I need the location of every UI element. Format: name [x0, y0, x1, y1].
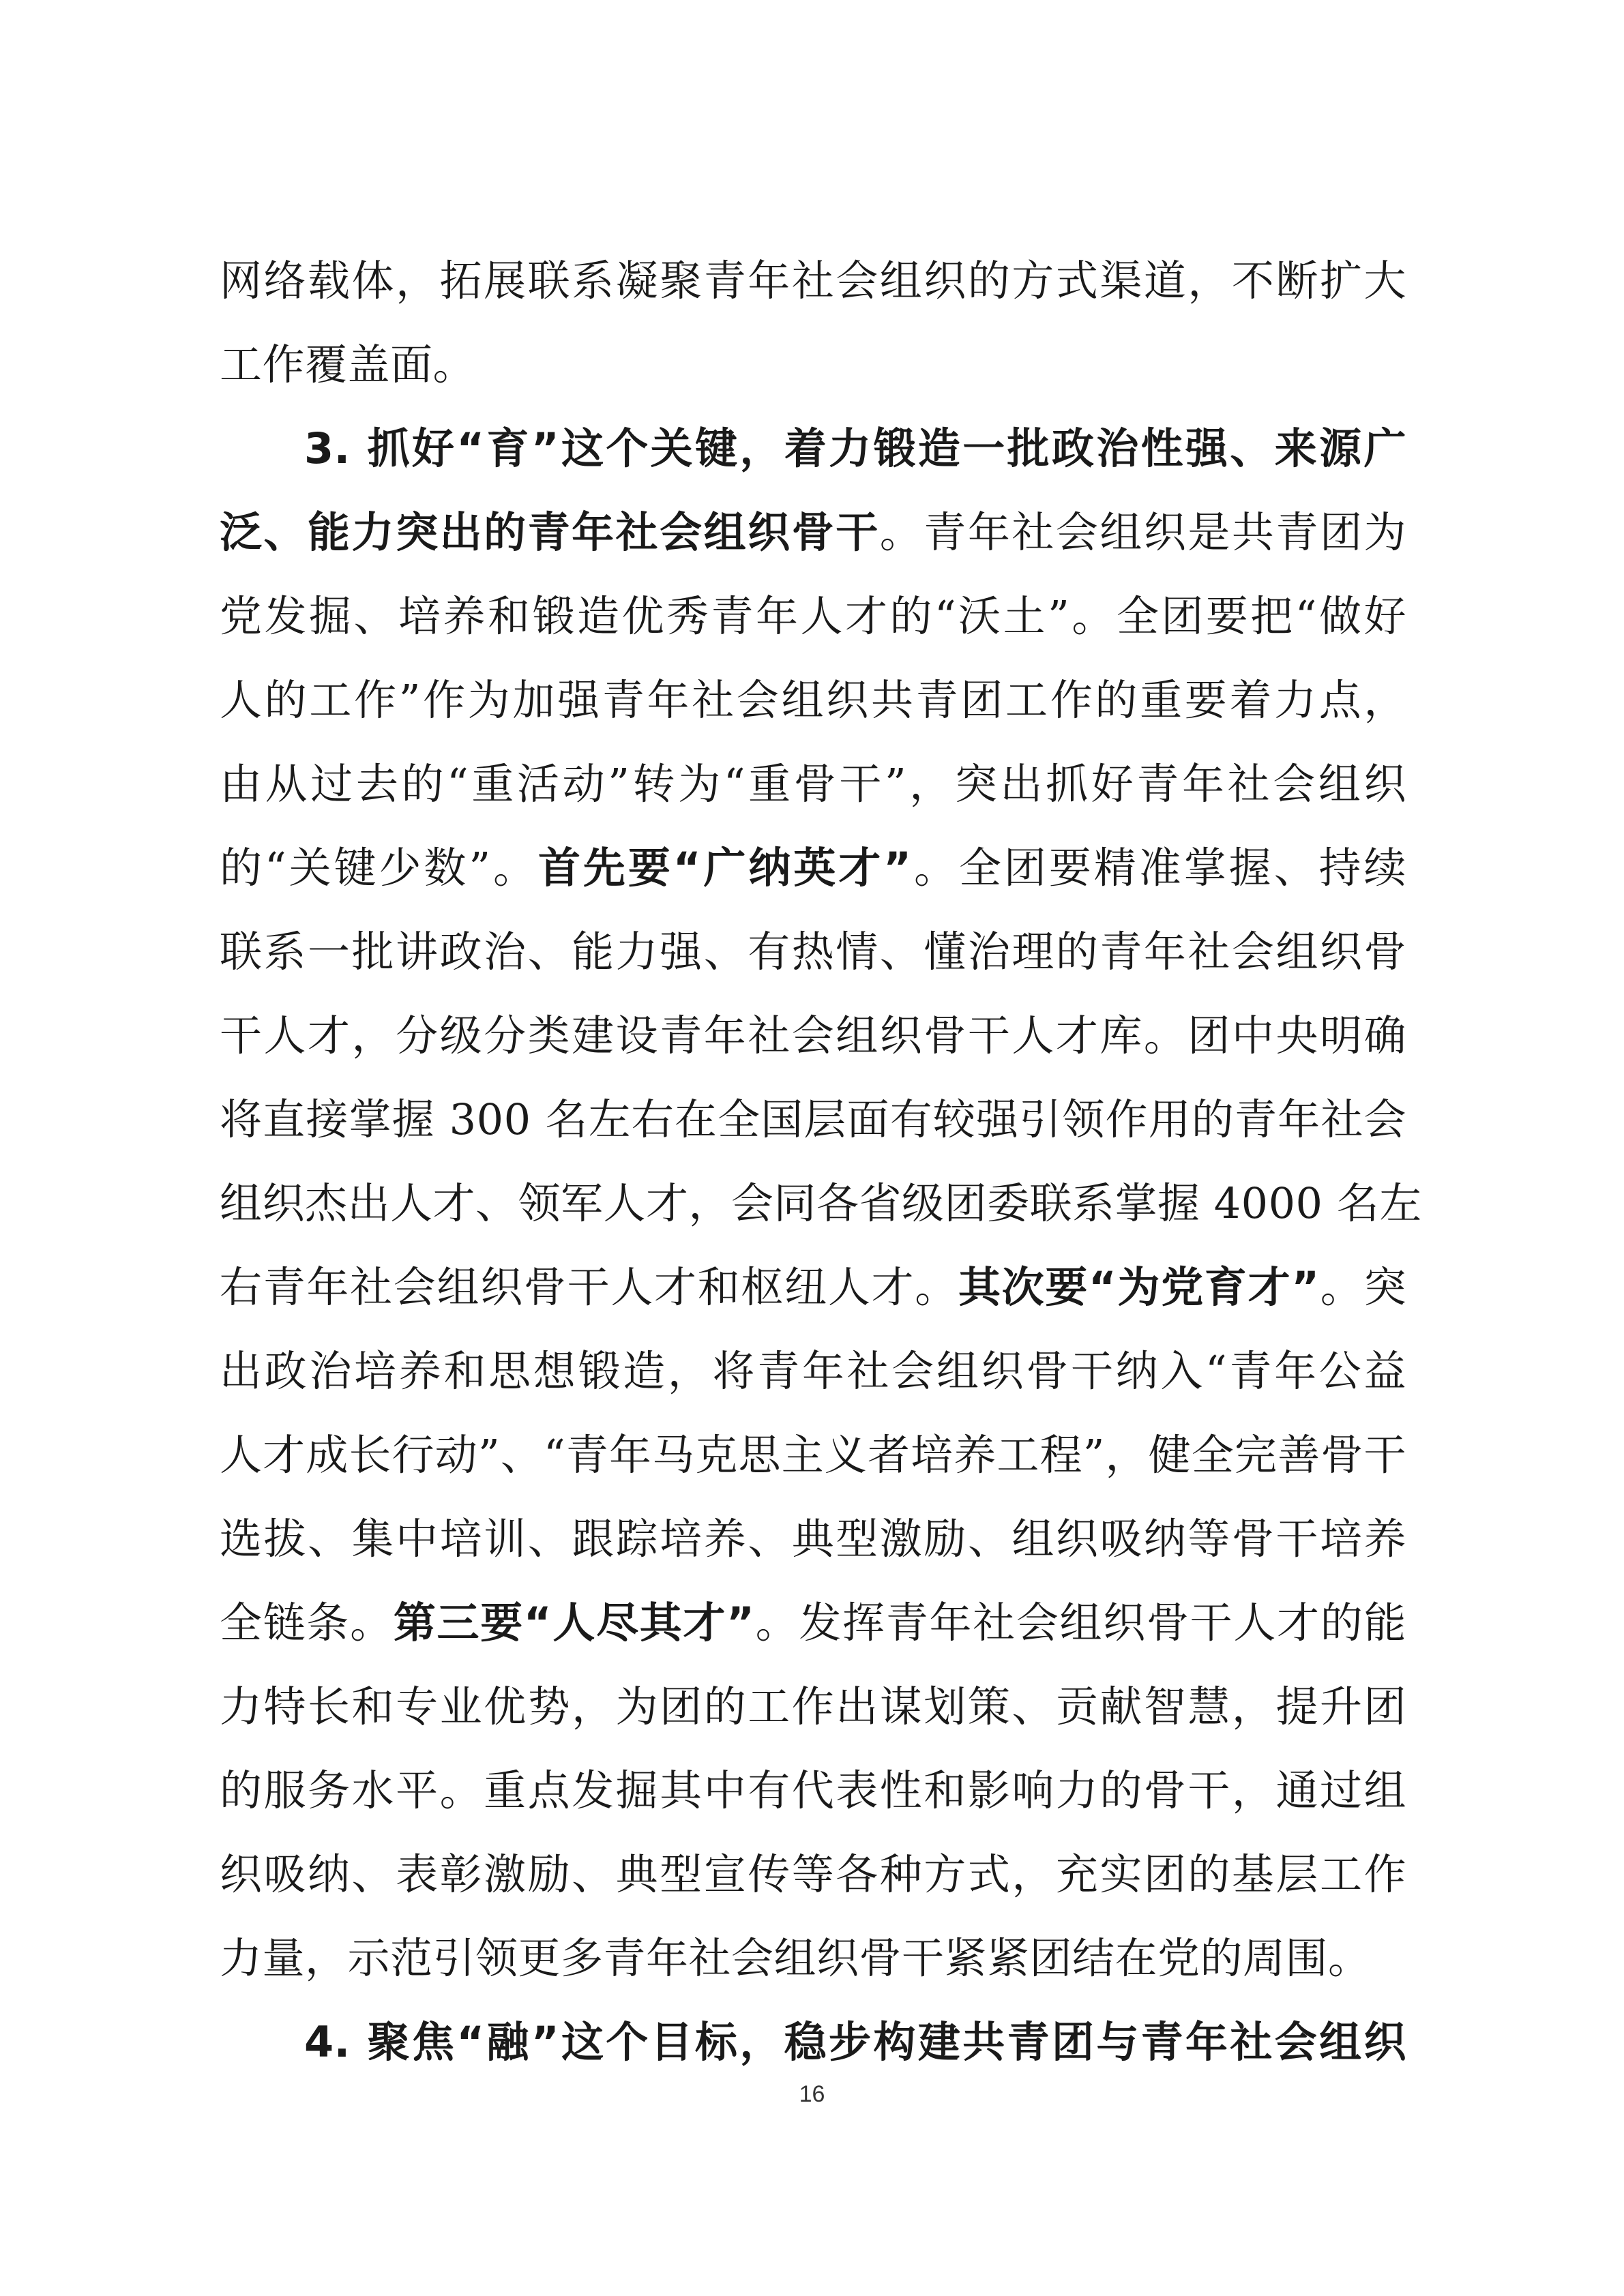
text-segment: 出政治培养和思想锻造，将青年社会组织骨干纳入“青年公益 [220, 1346, 1406, 1396]
bold-text-segment: 首先要“广纳英才” [537, 843, 912, 893]
text-segment: 。发挥青年社会组织骨干人才的能 [754, 1598, 1406, 1648]
text-line [220, 663, 1406, 738]
text-line [220, 1837, 1406, 1912]
text-segment: 人的工作”作为加强青年社会组织共青团工作的重要着力点， [220, 675, 1406, 725]
text-line [220, 831, 1406, 906]
text-segment: 力特长和专业优势，为团的工作出谋划策、贡献智慧，提升团 [220, 1682, 1406, 1731]
text-segment: 的“关键少数”。 [220, 843, 538, 893]
bold-text-segment: 4. 聚焦“融”这个目标，稳步构建共青团与青年社会组织 [304, 2017, 1406, 2067]
text-line [220, 579, 1406, 654]
text-segment: 全链条。 [220, 1598, 394, 1648]
text-segment: 组织杰出人才、领军人才，会同各省级团委联系掌握 4000 名左 [220, 1178, 1422, 1228]
text-segment: 干人才，分级分类建设青年社会组织骨干人才库。团中央明确 [220, 1011, 1406, 1060]
text-line [220, 1585, 1406, 1660]
text-segment: 由从过去的“重活动”转为“重骨干”，突出抓好青年社会组织 [220, 759, 1406, 809]
text-line [220, 998, 1406, 1073]
text-segment: 织吸纳、表彰激励、典型宣传等各种方式，充实团的基层工作 [220, 1849, 1406, 1899]
text-segment: 。全团要精准掌握、持续 [911, 843, 1406, 893]
text-segment: 工作覆盖面。 [220, 340, 476, 389]
page-number: 16 [799, 2081, 825, 2107]
text-line [220, 1753, 1406, 1828]
text-line [220, 495, 1406, 570]
bold-text-segment: 其次要“为党育才” [958, 1262, 1320, 1312]
text-segment: 网络载体，拓展联系凝聚青年社会组织的方式渠道，不断扩大 [220, 256, 1406, 305]
text-segment: 的服务水平。重点发掘其中有代表性和影响力的骨干，通过组 [220, 1765, 1406, 1815]
text-line [220, 914, 1406, 989]
text-line [220, 747, 1406, 822]
text-segment: 右青年社会组织骨干人才和枢纽人才。 [220, 1262, 958, 1312]
bold-text-segment: 第三要“人尽其才” [393, 1598, 755, 1648]
text-line [220, 1921, 1406, 1996]
text-line [220, 1166, 1422, 1241]
text-line [304, 2005, 1406, 2080]
text-segment: 。突 [1319, 1262, 1406, 1312]
text-line [220, 1502, 1406, 1577]
text-segment: 党发掘、培养和锻造优秀青年人才的“沃土”。全团要把“做好 [220, 591, 1406, 641]
text-segment: 联系一批讲政治、能力强、有热情、懂治理的青年社会组织骨 [220, 927, 1406, 976]
bold-text-segment: 泛、能力突出的青年社会组织骨干 [220, 507, 880, 557]
text-line [220, 1418, 1406, 1493]
text-line [220, 1334, 1406, 1409]
text-line [220, 1669, 1406, 1744]
text-line [220, 243, 1406, 318]
text-line [220, 327, 1406, 402]
text-segment: 力量，示范引领更多青年社会组织骨干紧紧团结在党的周围。 [220, 1933, 1371, 1983]
text-segment: 将直接掌握 300 名左右在全国层面有较强引领作用的青年社会 [220, 1094, 1406, 1144]
bold-text-segment: 3. 抓好“育”这个关键，着力锻造一批政治性强、来源广 [304, 423, 1406, 473]
text-line [220, 1082, 1406, 1157]
text-segment: 人才成长行动”、“青年马克思主义者培养工程”，健全完善骨干 [220, 1430, 1406, 1480]
text-line [304, 411, 1406, 486]
text-line [220, 1250, 1406, 1325]
text-segment: 选拔、集中培训、跟踪培养、典型激励、组织吸纳等骨干培养 [220, 1514, 1406, 1564]
text-segment: 。青年社会组织是共青团为 [879, 507, 1406, 557]
